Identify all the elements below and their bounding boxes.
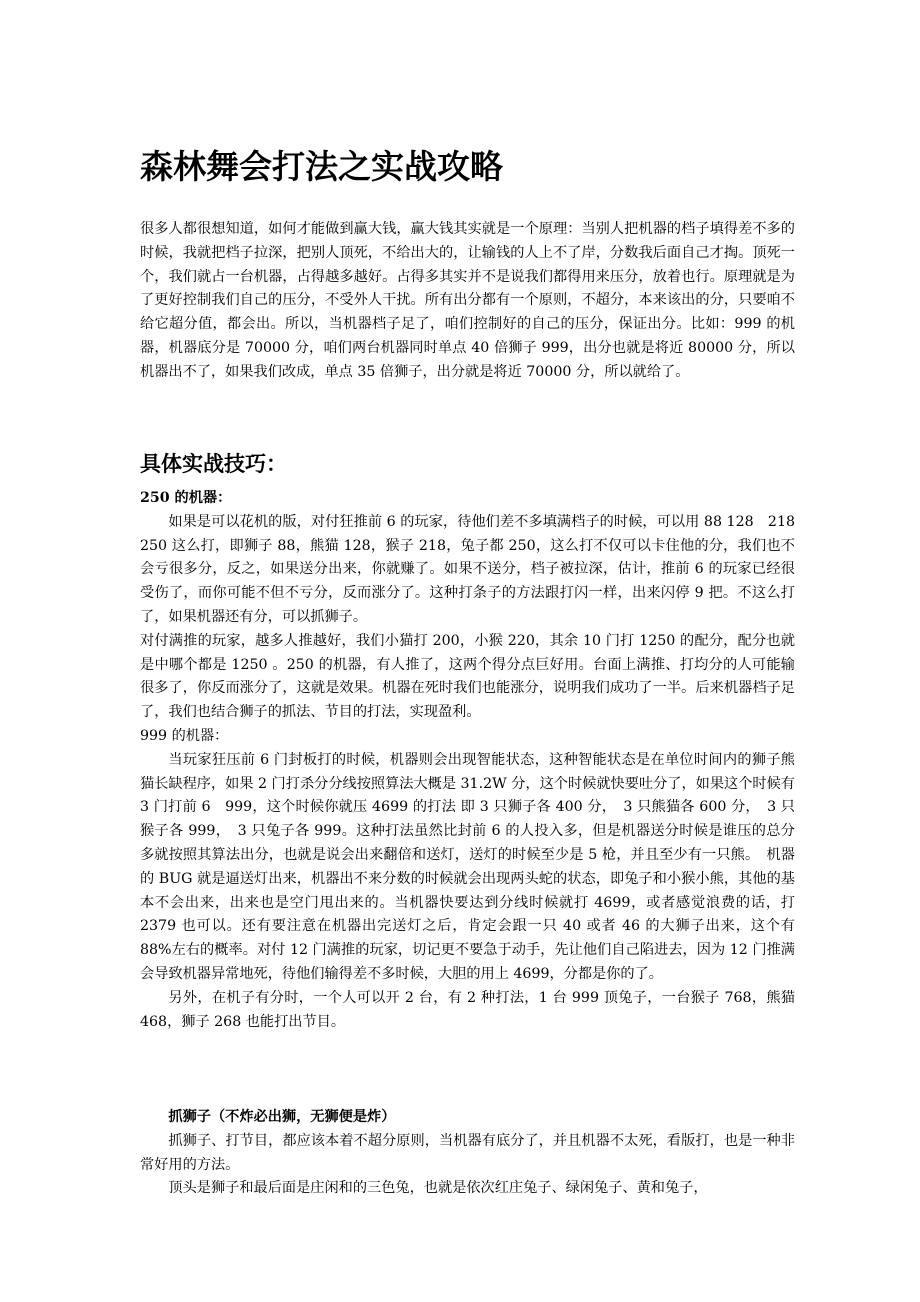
paragraph-999-b: 另外，在机子有分时，一个人可以开 2 台，有 2 种打法，1 台 999 顶兔子，一台猴子 768，熊猫 468，狮子 268 也能打出节目。 xyxy=(140,989,795,1030)
paragraph-250-b: 对付满推的玩家，越多人推越好，我们小猫打 200，小猴 220，其余 10 门打 1250 的配分，配分也就是中哪个都是 1250 。250 的机器，有人推了，这两个得分点巨好用。台面上满推、打均分的人可能输很多了，你反而涨分了，这就是效果。机器在死时我们也能涨分，说明我们成功了一半。后来机器档子足了，我们也结合狮子的抓法、节目的打法，实现盈利。 xyxy=(140,632,795,721)
paragraph-lion-a: 抓狮子、打节目，都应该本着不超分原则，当机器有底分了，并且机器不太死，看版打，也是一种非常好用的方法。 xyxy=(140,1132,795,1173)
section-heading: 具体实战技巧： xyxy=(140,452,287,476)
subheading-lion: 抓狮子（不炸必出狮，无狮便是炸） xyxy=(168,1109,396,1125)
intro-paragraph: 很多人都很想知道，如何才能做到赢大钱，赢大钱其实就是一个原理：当别人把机器的档子填得差不多的时候，我就把档子拉深，把别人顶死，不给出大的，让输钱的人上不了岸，分数我后面自己才掏。顶死一个，我们就占一台机器，占得越多越好。占得多其实并不是说我们都得用来压分，放着也行。原理就是为了更好控制我们自己的压分，不受外人干扰。所有出分都有一个原则，不超分，本来该出的分，只要咱不给它超分值，都会出。所以，当机器档子足了，咱们控制好的自己的压分，保证出分。比如：999 的机器，机器底分是 70000 分，咱们两台机器同时单点 40 倍狮子 999，出分也就是将近 80000 分，所以机器出不了，如果我们改成，单点 35 倍狮子，出分就是将近 70000 分，所以就给了。 xyxy=(140,221,795,380)
subheading-999: 999 的机器： xyxy=(140,727,229,744)
lion-block xyxy=(140,1106,795,1201)
paragraph-250-a: 如果是可以花机的版，对付狂推前 6 的玩家，待他们差不多填满档子的时候，可以用 88 128 218 250 这么打，即狮子 88，熊猫 128，猴子 218，兔子都 250，这么打不仅可以卡住他的分，我们也不会亏很多分，反之，如果送分出来，你就赚了。如果不送分，档子被拉深，估计，推前 6 的玩家已经很受伤了，而你可能不但不亏分，反而涨分了。这种打条子的方法跟打闪一样，出来闪停 9 把。不这么打了，如果机器还有分，可以抓狮子。 xyxy=(140,513,810,625)
subheading-250: 250 的机器： xyxy=(140,490,232,506)
document-title: 森林舞会打法之实战攻略 xyxy=(140,147,503,186)
paragraph-999-a: 当玩家狂压前 6 门封板打的时候，机器则会出现智能状态，这种智能状态是在单位时间内的狮子熊猫长缺程序，如果 2 门打杀分分线按照算法大概是 31.2W 分，这个时候就快要吐分了，如果这个时候有 3 门打前 6 999，这个时候你就压 4699 的打法 即 3 只狮子各 400 分， 3 只熊猫各 600 分， 3 只猴子各 999， 3 只兔子各 999。这种打法虽然比封前 6 的人投入多，但是机器送分时候是谁压的总分多就按照其算法出分，也就是说会出来翻倍和送灯，送灯的时候至少是 5 枪，并且至少有一只熊。 机器的 BUG 就是逼送灯出来，机器出不来分数的时候就会出现两头蛇的状态，即兔子和小猴小熊，其他的基本不会出来，出来也是空门甩出来的。当机器快要达到分线时候就打 4699，或者感觉浪费的话，打 2379 也可以。还有要注意在机器出完送灯之后，肯定会跟一只 40 或者 46 的大狮子出来，这个有 88%左右的概率。对付 12 门满推的玩家，切记更不要急于动手，先让他们自己陷进去，因为 12 门推满会导致机器异常地死，待他们输得差不多时候，大胆的用上 4699，分都是你的了。 xyxy=(140,751,795,982)
paragraph-lion-b: 顶头是狮子和最后面是庄闲和的三色兔，也就是依次红庄兔子、绿闲兔子、黄和兔子， xyxy=(168,1180,708,1197)
intro-block xyxy=(140,218,795,385)
tips-block xyxy=(140,487,810,1034)
